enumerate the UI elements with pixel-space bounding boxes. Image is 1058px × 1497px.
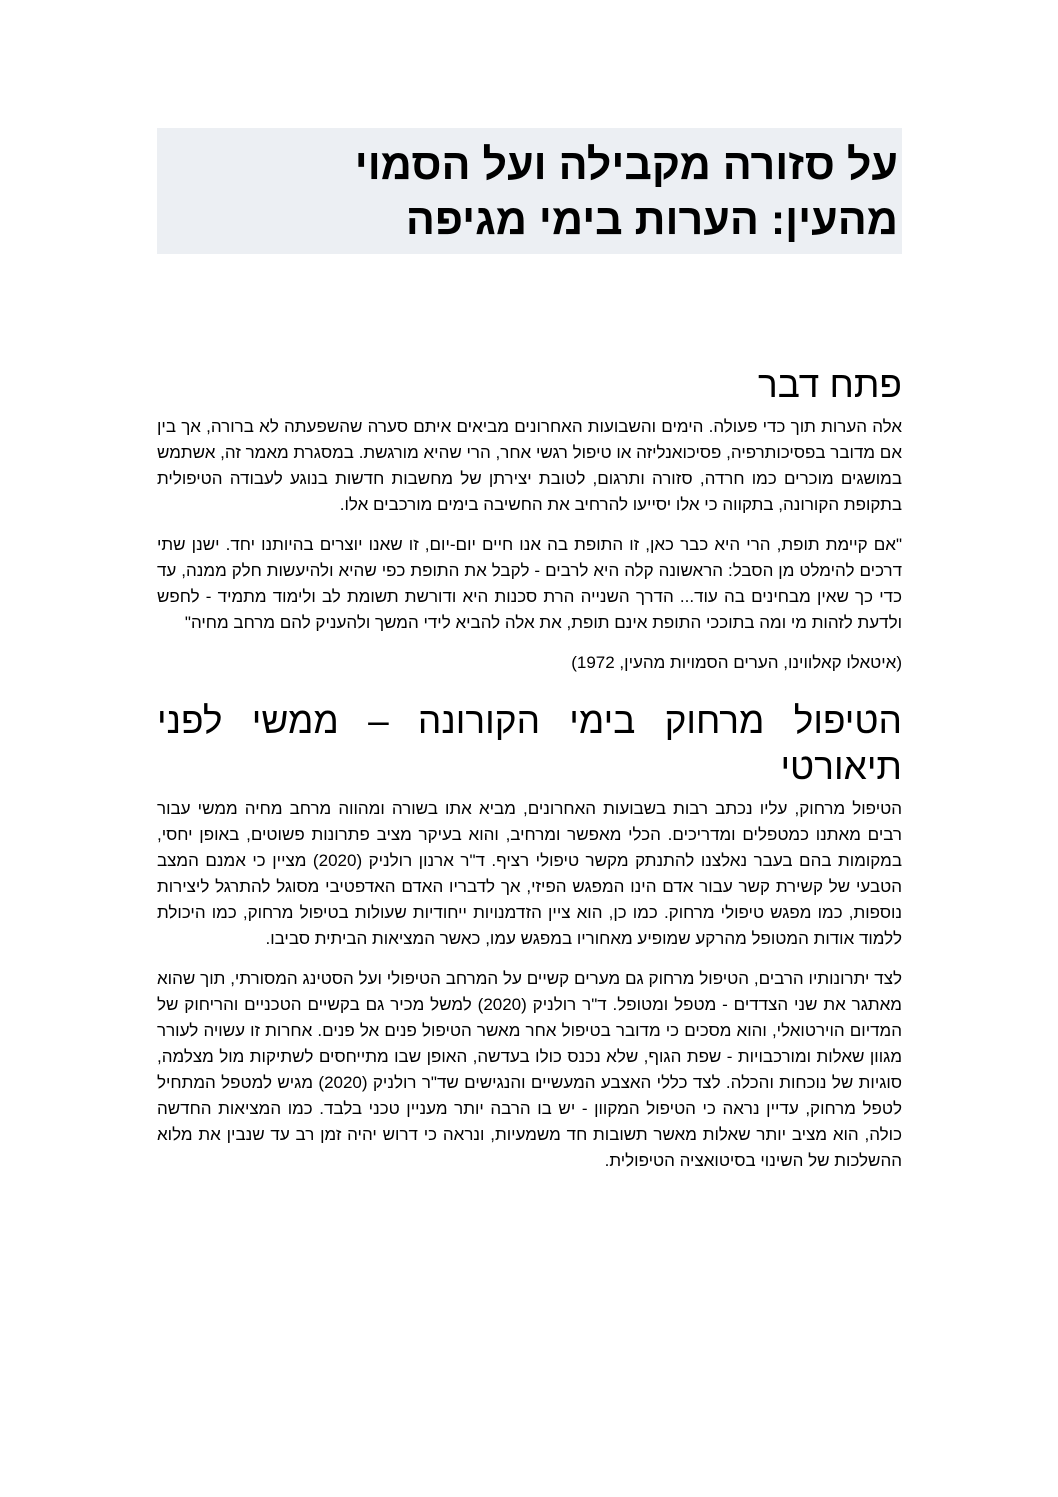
section-heading-remote-therapy: הטיפול מרחוק בימי הקורונה – ממשי לפני תיאורטי bbox=[157, 700, 902, 787]
quote-citation: (איטאלו קאלווינו, הערים הסמויות מהעין, 1972) bbox=[571, 653, 902, 672]
title-line-2: מהעין: הערות בימי מגיפה bbox=[405, 196, 898, 244]
section-heading-opening: פתח דבר bbox=[757, 364, 902, 405]
document-title bbox=[167, 138, 898, 248]
opening-paragraph: אלה הערות תוך כדי פעולה. הימים והשבועות האחרונים מביאים איתם סערה שהשפעתה לא ברורה, אך בין אם מדובר בפסיכותרפיה, פסיכואנליזה או טיפול רגשי אחר, הרי שהיא מורגשת. במסגרת מאמר זה, אשתמש במושגים מוכרים כמו חרדה, סזורה ותרגום, לטובת יצירתן של מחשבות חדשות בנוגע לעבודה הטיפולית בתקופת הקורונה, בתקווה כי אלו יסייעו להרחיב את החשיבה בימים מורכבים אלו. bbox=[157, 417, 902, 514]
remote-therapy-paragraph-1: הטיפול מרחוק, עליו נכתב רבות בשבועות האחרונים, מביא אתו בשורה ומהווה מרחב מחיה ממשי עבור רבים מאתנו כמטפלים ומדריכים. הכלי מאפשר ומרחיב, והוא בעיקר מציב פתרונות פשוטים, באופן יחסי, במקומות בהם בעבר נאלצנו להתנתק מקשר טיפולי רציף. ד"ר ארנון רולניק (2020) מציין כי אמנם המצב הטבעי של קשירת קשר עבור אדם הינו המפגש הפיזי, אך לדבריו האדם האדפטיבי מסוגל להתרגל ליצירות נוספות, כמו מפגש טיפולי מרחוק. כמו כן, הוא ציין הזדמנויות ייחודיות שעולות בטיפול מרחוק, כמו היכולת ללמוד אודות המטופל מהרקע שמופיע מאחוריו במפגש עמו, כאשר המציאות הביתית סביבו. bbox=[157, 799, 902, 948]
title-line-1: על סזורה מקבילה ועל הסמוי bbox=[354, 141, 898, 189]
calvino-quote: "אם קיימת תופת, הרי היא כבר כאן, זו התופת בה אנו חיים יום-יום, זו שאנו יוצרים בהיותנו יחד. ישנן שתי דרכים להימלט מן הסבל: הראשונה קלה היא לרבים - לקבל את התופת כפי שהיא ולהיעשות חלק ממנה, עד כדי כך שאין מבחינים בה עוד... הדרך השנייה הרת סכנות היא ודורשת תשומת לב ולימוד מתמיד - לחפש ולדעת לזהות מי ומה בתוככי התופת אינם תופת, את אלה להביא לידי המשך ולהעניק להם מרחב מחיה" bbox=[157, 535, 902, 632]
title-box bbox=[157, 128, 902, 254]
remote-therapy-paragraph-2: לצד יתרונותיו הרבים, הטיפול מרחוק גם מערים קשיים על המרחב הטיפולי ועל הסטינג המסורתי, תוך שהוא מאתגר את שני הצדדים - מטפל ומטופל. ד"ר רולניק (2020) למשל מכיר גם בקשיים הטכניים והריחוק של המדיום הוירטואלי, והוא מסכים כי מדובר בטיפול אחר מאשר הטיפול פנים אל פנים. אחרות זו עשויה לעורר מגוון שאלות ומורכבויות - שפת הגוף, שלא נכנס כולו בעדשה, האופן שבו מתייחסים לשתיקות מול מצלמה, סוגיות של נוכחות והכלה. לצד כללי האצבע המעשיים והנגישים שד"ר רולניק (2020) מגיש למטפל המתחיל לטפל מרחוק, עדיין נראה כי הטיפול המקוון - יש בו הרבה יותר מעניין טכני בלבד. כמו המציאות החדשה כולה, הוא מציב יותר שאלות מאשר תשובות חד משמעיות, ונראה כי דרוש יהיה זמן רב עד שנבין את מלוא ההשלכות של השינוי בסיטואציה הטיפולית. bbox=[157, 969, 902, 1170]
document-page bbox=[157, 128, 902, 1174]
